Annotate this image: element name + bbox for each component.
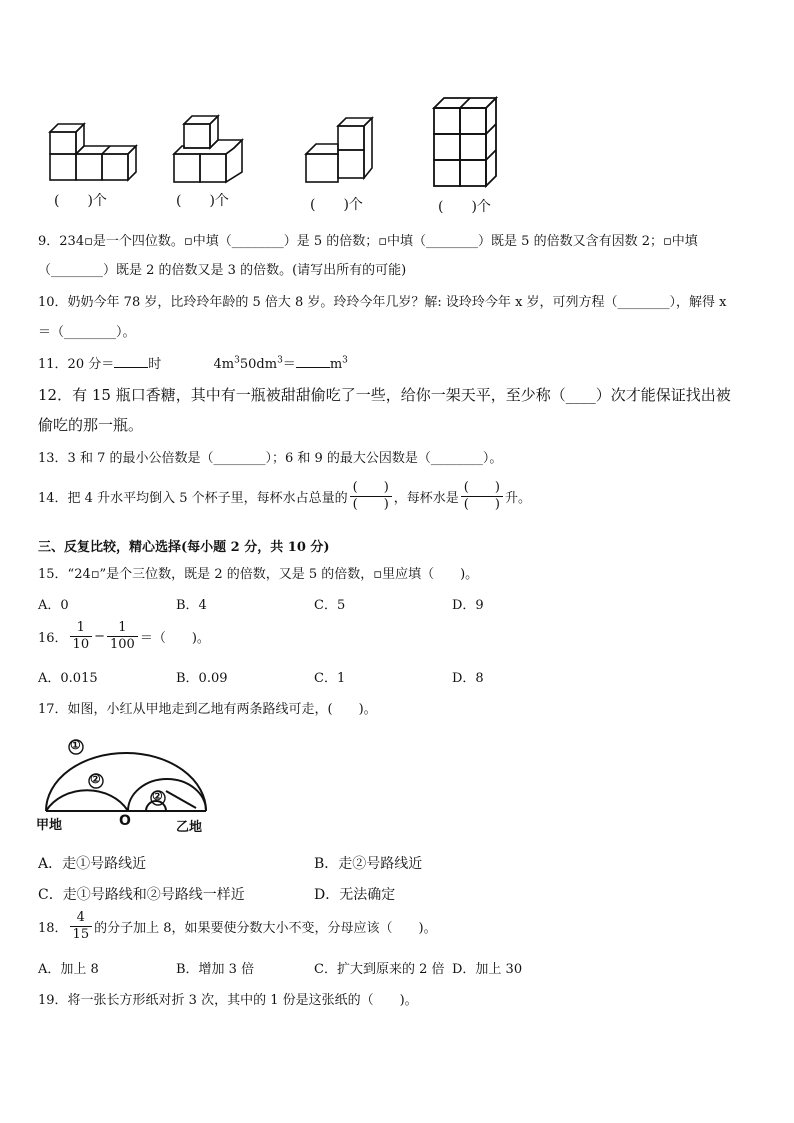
- q14-part1: 14．把 4 升水平均倒入 5 个杯子里，每杯水占总量的: [38, 491, 348, 506]
- q17-option-b[interactable]: B．走②号路线近: [314, 856, 423, 872]
- q16-suffix: ＝（ )。: [139, 631, 210, 646]
- q18-option-d[interactable]: D．加上 30: [452, 962, 523, 977]
- mid-point-label: O: [119, 813, 131, 829]
- cube-figure-2: [170, 112, 250, 188]
- q15-option-d[interactable]: D．9: [452, 598, 484, 613]
- q17-option-c[interactable]: C．走①号路线和②号路线一样近: [38, 887, 245, 903]
- q16-option-c[interactable]: C．1: [314, 671, 346, 686]
- question-12-line-1: 12．有 15 瓶口香糖，其中有一瓶被甜甜偷吃了一些，给你一架天平，至少称（____）次才能保证找出被: [38, 386, 731, 404]
- cube-count-label-1: ( )个: [54, 193, 107, 209]
- route-2b-label: ②: [152, 789, 163, 803]
- q16-option-b[interactable]: B．0.09: [176, 671, 228, 686]
- q18-option-c[interactable]: C．扩大到原来的 2 倍: [314, 962, 445, 977]
- q17-option-a[interactable]: A．走①号路线近: [38, 856, 147, 872]
- cube-count-label-2: ( )个: [176, 193, 229, 209]
- question-9-line-1: 9．234▫是一个四位数。▫中填（________）是 5 的倍数；▫中填（________）既是 5 的倍数又含有因数 2；▫中填: [38, 234, 698, 249]
- question-14: [38, 480, 531, 513]
- q14-part2: ，每杯水是: [393, 491, 459, 506]
- q11-part2-unit: m: [329, 357, 343, 372]
- cube-figure-4: [430, 94, 510, 190]
- q11-part2-a: 4m: [213, 357, 235, 372]
- cube-figure-3: [302, 116, 382, 188]
- q18-suffix: 的分子加上 8，如果要使分数大小不变，分母应该（ )。: [94, 921, 437, 936]
- route-2-label: ②: [90, 772, 101, 786]
- question-18: [38, 910, 437, 943]
- q16-fraction-2: $\frac{1}{100}$: [107, 620, 138, 653]
- q15-option-a[interactable]: A．0: [38, 598, 69, 613]
- question-12-line-2: 偷吃的那一瓶。: [38, 416, 144, 434]
- question-16: [38, 620, 210, 653]
- cube-count-label-3: ( )个: [310, 197, 363, 213]
- section-3-title: 三、反复比较，精心选择(每小题 2 分，共 10 分): [38, 540, 330, 555]
- q11-sup-3: 3: [342, 355, 348, 366]
- q16-fraction-1: $\frac{1}{10}$: [70, 620, 93, 653]
- q11-part2-b: 50dm: [239, 357, 278, 372]
- q16-option-a[interactable]: A．0.015: [38, 671, 98, 686]
- q11-sup-1: 3: [234, 355, 240, 366]
- q11-blank-1[interactable]: [114, 355, 148, 368]
- cube-figure-1: [46, 118, 146, 188]
- question-11: [38, 353, 348, 372]
- end-point-label: 乙地: [176, 820, 203, 835]
- q17-option-d[interactable]: D．无法确定: [314, 887, 396, 903]
- q14-part3: 升。: [504, 491, 531, 506]
- q16-option-d[interactable]: D．8: [452, 671, 484, 686]
- cube-count-label-4: ( )个: [438, 199, 491, 215]
- question-10-line-1: 10．奶奶今年 78 岁，比玲玲年龄的 5 倍大 8 岁。玲玲今年几岁？解: 设玲玲今年 x 岁，可列方程（________），解得 x: [38, 295, 727, 310]
- question-17: 17．如图，小红从甲地走到乙地有两条路线可走，( )。: [38, 702, 377, 717]
- q18-prefix: 18．: [38, 921, 68, 936]
- start-point-label: 甲地: [36, 818, 63, 833]
- q18-option-a[interactable]: A．加上 8: [38, 962, 99, 977]
- q11-blank-2[interactable]: [296, 355, 330, 368]
- q14-fraction-1[interactable]: $\frac{( )}{( )}$: [350, 480, 392, 513]
- q16-prefix: 16．: [38, 631, 68, 646]
- question-10-line-2: ＝（________）。: [38, 325, 136, 340]
- q11-part2-eq: ＝: [282, 357, 296, 372]
- route-1-label: ①: [70, 738, 81, 752]
- q14-fraction-2[interactable]: $\frac{( )}{( )}$: [461, 480, 503, 513]
- q15-option-b[interactable]: B．4: [176, 598, 207, 613]
- q16-minus: −: [94, 629, 105, 644]
- q11-part1-unit: 时: [148, 357, 162, 372]
- question-9-line-2: （________）既是 2 的倍数又是 3 的倍数。(请写出所有的可能): [38, 263, 407, 278]
- q11-sup-2: 3: [277, 355, 283, 366]
- q18-fraction: $\frac{4}{15}$: [70, 910, 93, 943]
- question-19: 19．将一张长方形纸对折 3 次，其中的 1 份是这张纸的（ )。: [38, 993, 418, 1008]
- q18-option-b[interactable]: B．增加 3 倍: [176, 962, 255, 977]
- question-15: 15．“24▫”是个三位数，既是 2 的倍数，又是 5 的倍数，▫里应填（ )。: [38, 567, 479, 582]
- q11-part1: 11．20 分＝: [38, 357, 115, 372]
- q15-option-c[interactable]: C．5: [314, 598, 346, 613]
- question-13: 13．3 和 7 的最小公倍数是（________）；6 和 9 的最大公因数是（________）。: [38, 451, 503, 466]
